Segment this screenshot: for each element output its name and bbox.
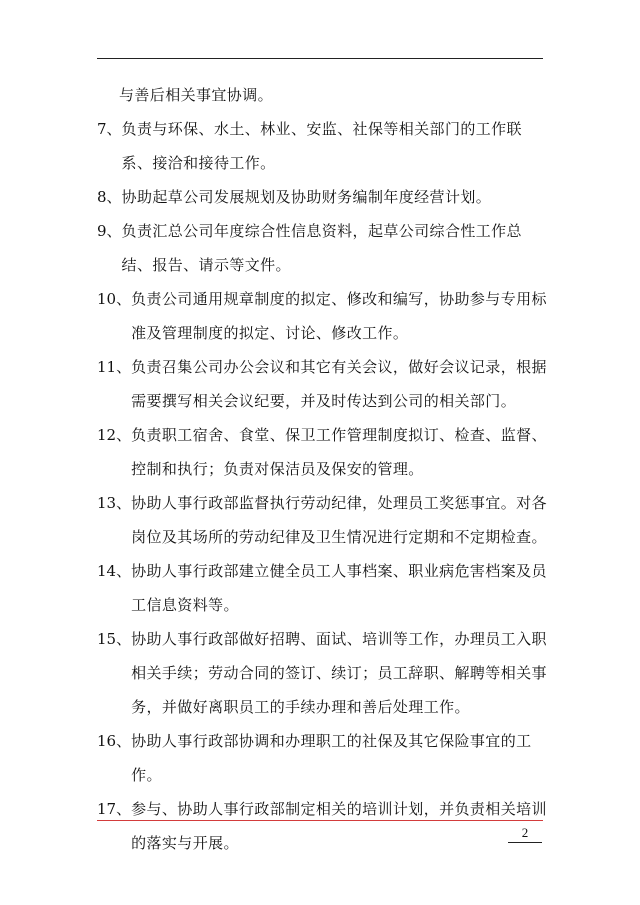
item-text: 负责与环保、水土、林业、安监、社保等相关部门的工作联系、接洽和接待工作。 [121, 120, 522, 172]
item-number: 13、 [97, 494, 132, 512]
footer-rule [97, 820, 543, 821]
item-text: 负责职工宿舍、食堂、保卫工作管理制度拟订、检查、监督、控制和执行；负责对保洁员及保安的管理。 [131, 426, 547, 478]
item-number: 16、 [97, 732, 132, 750]
list-item-16 [97, 724, 549, 792]
item-number: 9、 [97, 222, 122, 240]
item-text: 负责公司通用规章制度的拟定、修改和编写，协助参与专用标准及管理制度的拟定、讨论、修改工作。 [131, 290, 547, 342]
item-number: 12、 [97, 426, 132, 444]
item-number: 17、 [97, 800, 132, 818]
item-text: 协助人事行政部协调和办理职工的社保及其它保险事宜的工作。 [131, 732, 532, 784]
item-number: 10、 [97, 290, 132, 308]
list-item-10 [97, 282, 549, 350]
document-body [97, 78, 549, 860]
list-item-13 [97, 486, 549, 554]
item-text: 负责召集公司办公会议和其它有关会议，做好会议记录，根据需要撰写相关会议纪要，并及时传达到公司的相关部门。 [131, 358, 547, 410]
item-text: 协助人事行政部做好招聘、面试、培训等工作，办理员工入职相关手续；劳动合同的签订、续订；员工辞职、解聘等相关事务，并做好离职员工的手续办理和善后处理工作。 [131, 630, 547, 716]
list-item-17 [97, 792, 549, 860]
item-number: 14、 [97, 562, 132, 580]
item-text: 协助人事行政部建立健全员工人事档案、职业病危害档案及员工信息资料等。 [131, 562, 547, 614]
list-item-7 [97, 112, 549, 180]
item-number: 11、 [97, 358, 132, 376]
page-number: 2 [521, 825, 529, 840]
header-rule [97, 58, 543, 59]
item-text: 协助起草公司发展规划及协助财务编制年度经营计划。 [121, 188, 492, 206]
item-number: 8、 [97, 188, 122, 206]
list-item-15 [97, 622, 549, 724]
list-item-8 [97, 180, 549, 214]
continuation-line: 与善后相关事宜协调。 [119, 86, 274, 104]
item-number: 7、 [97, 120, 122, 138]
list-item-14 [97, 554, 549, 622]
item-number: 15、 [97, 630, 132, 648]
item-text: 协助人事行政部监督执行劳动纪律，处理员工奖惩事宜。对各岗位及其场所的劳动纪律及卫生情况进行定期和不定期检查。 [131, 494, 547, 546]
list-item-12 [97, 418, 549, 486]
item-text: 参与、协助人事行政部制定相关的培训计划，并负责相关培训的落实与开展。 [131, 800, 547, 852]
item-text: 负责汇总公司年度综合性信息资料，起草公司综合性工作总结、报告、请示等文件。 [121, 222, 522, 274]
list-item-9 [97, 214, 549, 282]
list-item-11 [97, 350, 549, 418]
page-number-underline [508, 842, 542, 843]
